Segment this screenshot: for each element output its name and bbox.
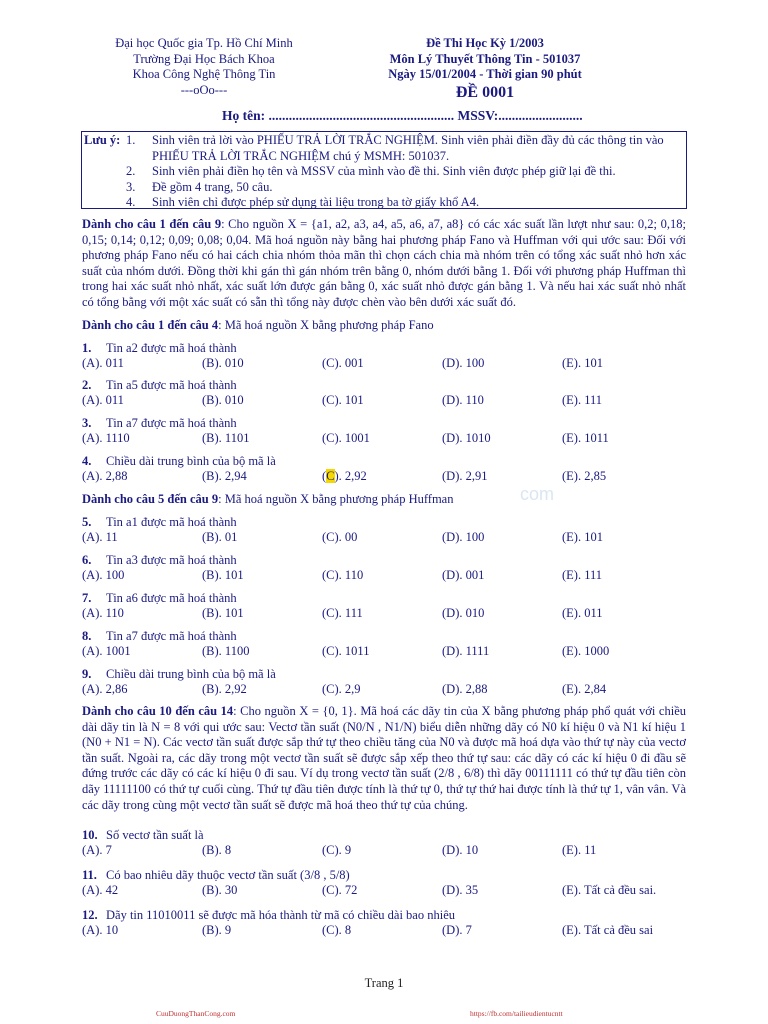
option-c[interactable]: (C). 00	[322, 530, 358, 544]
section-fano	[82, 318, 434, 333]
option-d[interactable]: (D). 7	[442, 923, 472, 937]
intro-q1-9-lead: : Cho nguồn X = {a1, a2, a3, a4, a5, a6, a7, a8}	[221, 217, 465, 231]
option-b[interactable]: (B). 101	[202, 568, 244, 582]
option-e[interactable]: (E). 1011	[562, 431, 609, 445]
option-d[interactable]: (D). 110	[442, 393, 484, 407]
option-d[interactable]: (D). 001	[442, 568, 485, 582]
option-e[interactable]: (E). 101	[562, 530, 603, 544]
student-name-line: Họ tên: ....................................................... MSSV:.........................	[222, 108, 583, 123]
option-e[interactable]: (E). 011	[562, 606, 603, 620]
option-e[interactable]: (E). 111	[562, 568, 603, 582]
intro-q10-14-heading: Dành cho câu 10 đến câu 14	[82, 704, 234, 718]
note-number: 3.	[126, 179, 136, 194]
note-number: 4.	[126, 195, 136, 209]
option-d[interactable]: (D). 100	[442, 530, 485, 544]
page-number: Trang 1	[364, 976, 404, 990]
option-b[interactable]: (B). 2,92	[202, 682, 247, 696]
note-item	[126, 180, 682, 196]
option-b[interactable]: (B). 01	[202, 530, 238, 544]
question-stem: Dãy tin 11010011 sẽ được mã hóa thành từ mã có chiều dài bao nhiêu	[106, 908, 456, 922]
option-a[interactable]: (A). 2,88	[82, 469, 128, 483]
notes-box	[81, 131, 687, 209]
option-a[interactable]: (A). 1001	[82, 644, 131, 658]
exam-code: ĐỀ 0001	[455, 83, 515, 101]
university-header	[104, 36, 304, 98]
question-number: 6.	[82, 553, 92, 567]
question-3	[82, 416, 702, 446]
question-1	[82, 341, 702, 371]
option-d[interactable]: (D). 010	[442, 606, 485, 620]
question-stem: Tin a3 được mã hoá thành	[106, 553, 237, 567]
option-b[interactable]: (B). 010	[202, 356, 244, 370]
option-a[interactable]: (A). 110	[82, 606, 124, 620]
note-number: 1.	[126, 133, 136, 147]
option-a[interactable]: (A). 10	[82, 923, 119, 937]
option-b[interactable]: (B). 9	[202, 923, 232, 937]
notes-label: Lưu ý:	[84, 133, 121, 147]
option-a[interactable]: (A). 011	[82, 393, 124, 407]
question-5	[82, 515, 702, 545]
option-e[interactable]: (E). 2,84	[562, 682, 607, 696]
option-e[interactable]: (E). 111	[562, 393, 603, 407]
option-d[interactable]: (D). 10	[442, 843, 479, 857]
option-e[interactable]: (E). Tất cả đều sai	[562, 923, 654, 937]
option-a[interactable]: (A). 7	[82, 843, 112, 857]
question-stem: Số vectơ tần suất là	[106, 828, 204, 842]
option-c[interactable]: (C). 8	[322, 923, 352, 937]
note-number: 2.	[126, 164, 136, 178]
section-fano-heading: Dành cho câu 1 đến câu 4	[82, 318, 219, 332]
option-d[interactable]: (D). 35	[442, 883, 479, 897]
question-number: 12.	[82, 908, 98, 922]
option-e[interactable]: (E). 1000	[562, 644, 610, 658]
notes-list	[126, 133, 682, 211]
option-b[interactable]: (B). 101	[202, 606, 244, 620]
option-c[interactable]: (C). 72	[322, 883, 358, 897]
option-e[interactable]: (E). 2,85	[562, 469, 607, 483]
option-d[interactable]: (D). 2,88	[442, 682, 488, 696]
option-c[interactable]: (C). 1011	[322, 644, 370, 658]
option-d[interactable]: (D). 2,91	[442, 469, 488, 483]
question-stem: Tin a5 được mã hoá thành	[106, 378, 237, 392]
question-number: 4.	[82, 454, 92, 468]
option-a[interactable]: (A). 2,86	[82, 682, 128, 696]
question-4	[82, 454, 702, 484]
question-7	[82, 591, 702, 621]
question-number: 7.	[82, 591, 92, 605]
option-a[interactable]: (A). 100	[82, 568, 125, 582]
option-e[interactable]: (E). 101	[562, 356, 603, 370]
question-number: 11.	[82, 868, 97, 882]
question-stem: Chiều dài trung bình của bộ mã là	[106, 667, 276, 681]
note-text: Sinh viên chỉ được phép sử dụng tài liệu trong ba tờ giấy khổ A4.	[152, 195, 480, 209]
intro-q10-14	[82, 704, 686, 813]
intro-q1-9-text: có các xác suất lần lượt như sau: 0,2; 0,18; 0,15; 0,14; 0,12; 0,09; 0,08; 0,04. Mã hoá nguồn này bằng hai phương pháp Fano và Huffman với qui ước sau: Đối với phương pháp Fano nếu có hai cách chia nhóm thỏa mãn thì chọn cách chia mà nhóm trên có tổng xác suất nhỏ hơn xác suất của nhóm dưới. Đồng thời khi gán thì gán nhóm trên bằng 0, nhóm dưới bằng 1. Đối với phương pháp Huffman thì trong hai xác suất nhỏ nhất, xác suất lớn được gán bằng 0, xác suất nhỏ được gán bằng 1. Và nếu hai xác suất nhỏ nhất có tổng bằng với một xác suất có sẵn thì tổng này được chèn vào bên dưới xác suất đó.	[82, 217, 686, 309]
question-stem: Tin a6 được mã hoá thành	[106, 591, 237, 605]
question-stem: Chiều dài trung bình của bộ mã là	[106, 454, 276, 468]
note-text: Sinh viên trả lời vào PHIẾU TRẢ LỜI TRẮC NGHIỆM. Sinh viên phải điền đầy đủ các thông tin vào PHIẾU TRẢ LỜI TRẮC NGHIỆM chú ý MSMH: 501037.	[152, 133, 664, 163]
exam-subject: Môn Lý Thuyết Thông Tin - 501037	[389, 51, 581, 66]
header-school: Trường Đại Học Bách Khoa	[133, 51, 275, 66]
option-d[interactable]: (D). 1111	[442, 644, 490, 658]
section-huffman	[82, 492, 453, 507]
header-university: Đại học Quốc gia Tp. Hồ Chí Minh	[115, 36, 293, 50]
option-a[interactable]: (A). 011	[82, 356, 124, 370]
option-a[interactable]: (A). 1110	[82, 431, 130, 445]
section-huffman-text: : Mã hoá nguồn X bằng phương pháp Huffman	[218, 492, 454, 506]
option-a[interactable]: (A). 42	[82, 883, 119, 897]
option-d[interactable]: (D). 100	[442, 356, 485, 370]
footer-source-link[interactable]: CuuDuongThanCong.com	[156, 1009, 236, 1018]
option-b[interactable]: (B). 010	[202, 393, 244, 407]
note-item	[126, 164, 682, 180]
option-b[interactable]: (B). 8	[202, 843, 232, 857]
intro-q1-9-heading: Dành cho câu 1 đến câu 9	[82, 217, 222, 231]
note-item	[126, 133, 682, 164]
option-c[interactable]: (C). 1001	[322, 431, 370, 445]
question-number: 8.	[82, 629, 92, 643]
note-text: Sinh viên phải điền họ tên và MSSV của mình vào đề thi. Sinh viên được phép giữ lại đề thi.	[152, 164, 616, 178]
option-b[interactable]: (B). 1101	[202, 431, 250, 445]
option-e[interactable]: (E). Tất cả đều sai.	[562, 883, 657, 897]
question-number: 5.	[82, 515, 92, 529]
option-b[interactable]: (B). 30	[202, 883, 238, 897]
note-text: Đề gồm 4 trang, 50 câu.	[152, 179, 273, 194]
option-c[interactable]: (C). 9	[322, 843, 352, 857]
option-b[interactable]: (B). 1100	[202, 644, 250, 658]
question-number: 9.	[82, 667, 92, 681]
exam-date: Ngày 15/01/2004 - Thời gian 90 phút	[388, 67, 582, 81]
question-stem: Có bao nhiêu dãy thuộc vectơ tần suất (3/8 , 5/8)	[106, 868, 350, 882]
question-2	[82, 378, 702, 408]
option-a[interactable]: (A). 11	[82, 530, 118, 544]
option-c[interactable]: (C). 110	[322, 568, 364, 582]
option-b[interactable]: (B). 2,94	[202, 469, 247, 483]
exam-term: Đề Thi Học Kỳ 1/2003	[426, 36, 544, 50]
question-number: 1.	[82, 341, 92, 355]
option-e[interactable]: (E). 11	[562, 843, 597, 857]
question-stem: Tin a7 được mã hoá thành	[106, 629, 237, 643]
header-faculty: Khoa Công Nghệ Thông Tin	[132, 67, 276, 81]
option-c[interactable]: (C). 001	[322, 356, 364, 370]
question-6	[82, 553, 702, 583]
question-number: 2.	[82, 378, 92, 392]
section-fano-text: : Mã hoá nguồn X bằng phương pháp Fano	[218, 318, 434, 332]
footer-fb-link[interactable]: https://fb.com/tailieudientucntt	[470, 1009, 563, 1018]
intro-q1-9	[82, 217, 686, 311]
question-number: 10.	[82, 828, 98, 842]
section-huffman-heading: Dành cho câu 5 đến câu 9	[82, 492, 219, 506]
note-item	[126, 195, 682, 211]
question-10	[82, 828, 702, 858]
question-11	[82, 868, 702, 898]
watermark: com	[520, 484, 555, 504]
header-ornament: ---oOo---	[180, 82, 228, 97]
question-stem: Tin a1 được mã hoá thành	[106, 515, 237, 529]
option-c[interactable]: (C). 101	[322, 393, 364, 407]
intro-q10-14-text: : Cho nguồn X = {0, 1}. Mã hoá các dãy tin của X bằng phương pháp phổ quát với chiều dài dãy tin là N = 8 với qui ước sau: Vectơ tần suất (N0/N , N1/N) biểu diễn những dãy có N0 kí hiệu 0 và N1 kí hiệu 1 (N0 + N1 = N). Các vectơ tần suất được sắp thứ tự theo chiều tăng của N0 và được mã hoá dựa vào thứ tự này của vectơ tần suất. Ngoài ra, các dãy trong một vectơ tần suất sẽ được sắp xếp theo thứ tự sau: các dãy có các kí hiệu 0 đi đầu sẽ đứng trước các dãy có các kí hiệu 0 đi sau. Ví dụ trong vectơ tần suất (2/8 , 6/8) thì dãy 00111111 có thứ tự đầu tiên còn dãy 11111100 có thứ tự cuối cùng. Thứ tự đầu tiên được tính là thứ tự 0, thứ tự thứ hai được tính là thứ tự 1, vân vân. Và các dãy trong cùng một vectơ tần suất sẽ được mã hoá theo thứ tự của chúng.	[82, 704, 686, 812]
question-8	[82, 629, 702, 659]
option-c[interactable]: (C). 111	[322, 606, 363, 620]
exam-header	[380, 36, 590, 103]
question-number: 3.	[82, 416, 92, 430]
question-stem: Tin a7 được mã hoá thành	[106, 416, 237, 430]
option-c[interactable]: (C). 2,9	[322, 682, 361, 696]
question-stem: Tin a2 được mã hoá thành	[106, 341, 237, 355]
option-d[interactable]: (D). 1010	[442, 431, 491, 445]
question-12	[82, 908, 702, 938]
option-c-highlighted[interactable]: (C). 2,92	[322, 469, 367, 483]
question-9	[82, 667, 702, 697]
